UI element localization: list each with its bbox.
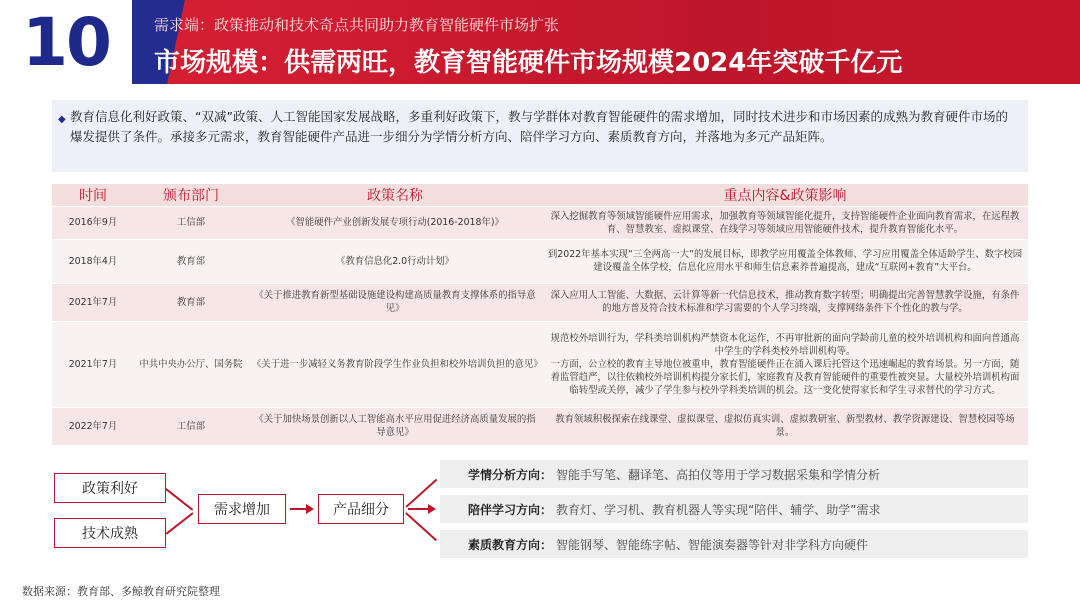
cell-time: 2022年7月 xyxy=(52,407,134,445)
table-row xyxy=(52,239,1028,283)
output-desc: 智能手写笔、翻译笔、高拍仪等用于学习数据采集和学情分析 xyxy=(556,467,881,482)
cell-dept: 教育部 xyxy=(134,239,248,283)
connector-line xyxy=(166,488,194,510)
arrow-right-icon xyxy=(408,508,434,510)
input-policy-box: 政策利好 xyxy=(54,473,166,503)
section-number: 10 xyxy=(0,0,132,84)
cell-content: 规范校外培训行为，学科类培训机构严禁资本化运作，不再审批新的面向学龄前儿童的校外培训机构和面向普通高中学生的学科类校外培训机构等。 一方面，公立校的教育主导地位被重申，教育智能硬件正在涌入课后托管这个迅速崛起的教育场景。另一方面，随着监管趋严，以往依赖校外培训机构提分家长们，家庭教育及教育智能硬件的重要性被突显。大量校外培训机构面临转型或关停，减少了学生参与校外学科类培训的机会。这一变化使得家长和学生寻求替代的学习方式。 xyxy=(542,321,1028,407)
table-header-row xyxy=(52,184,1028,206)
intro-box xyxy=(52,100,1028,172)
output-label: 陪伴学习方向： xyxy=(468,502,553,517)
demand-box: 需求增加 xyxy=(198,494,286,524)
cell-dept: 工信部 xyxy=(134,407,248,445)
cell-content: 深入应用人工智能、大数据、云计算等新一代信息技术，推动教育数字转型；明确提出完善智慧教学设施，有条件的地方普及符合技术标准和学习需要的个人学习终端，支撑网络条件下个性化的教与学。 xyxy=(542,283,1028,321)
arrow-right-icon xyxy=(290,508,312,510)
header-content: 重点内容&政策影响 xyxy=(542,184,1028,206)
data-source: 数据来源：教育部、多鲸教育研究院整理 xyxy=(22,585,220,598)
cell-time: 2021年7月 xyxy=(52,321,134,407)
table-row xyxy=(52,321,1028,407)
output-desc: 教育灯、学习机、教育机器人等实现“陪伴、辅学、助学”需求 xyxy=(556,502,881,517)
product-box: 产品细分 xyxy=(318,494,404,524)
output-quality-education xyxy=(440,530,1028,558)
cell-time: 2016年9月 xyxy=(52,206,134,239)
output-label: 素质教育方向： xyxy=(468,537,553,552)
header-time: 时间 xyxy=(52,184,134,206)
header-dept: 颁布部门 xyxy=(134,184,248,206)
cell-content: 到2022年基本实现“三全两高一大”的发展目标，即教学应用覆盖全体教师、学习应用覆盖全体适龄学生、数字校园建设覆盖全体学校，信息化应用水平和师生信息素养普遍提高，建成“互联网+教育”大平台。 xyxy=(542,239,1028,283)
section-subtitle: 需求端：政策推动和技术奇点共同助力教育智能硬件市场扩张 xyxy=(154,16,560,34)
cell-dept: 中共中央办公厅、国务院 xyxy=(134,321,248,407)
output-desc: 智能钢琴、智能练字帖、智能演奏器等针对非学科方向硬件 xyxy=(556,537,869,552)
table-row xyxy=(52,206,1028,239)
output-companion-learning xyxy=(440,495,1028,523)
cell-dept: 工信部 xyxy=(134,206,248,239)
cell-policy: 《关于推进教育新型基础设施建设构建高质量教育支撑体系的指导意见》 xyxy=(248,283,542,321)
connector-line xyxy=(166,512,194,534)
header-policy: 政策名称 xyxy=(248,184,542,206)
table-row xyxy=(52,283,1028,321)
page-title: 市场规模：供需两旺，教育智能硬件市场规模2024年突破千亿元 xyxy=(154,48,903,78)
output-learning-analysis xyxy=(440,460,1028,488)
cell-content: 深入挖掘教育等领域智能硬件应用需求，加强教育等领域智能化提升，支持智能硬件企业面向教育需求，在远程教育、智慧教室、虚拟课堂、在线学习等领域应用智能硬件技术，提升教育智能化水平。 xyxy=(542,206,1028,239)
cell-policy: 《关于进一步减轻义务教育阶段学生作业负担和校外培训负担的意见》 xyxy=(248,321,542,407)
intro-text: 教育信息化利好政策、“双减”政策、人工智能国家发展战略，多重利好政策下，教与学群体对教育智能硬件的需求增加，同时技术进步和市场因素的成熟为教育硬件市场的爆发提供了条件。承接多元需求，教育智能硬件产品进一步细分为学情分析方向、陪伴学习方向、素质教育方向，并落地为多元产品矩阵。 xyxy=(70,109,1008,144)
cell-policy: 《智能硬件产业创新发展专项行动(2016-2018年)》 xyxy=(248,206,542,239)
header xyxy=(0,0,1080,84)
connector-line xyxy=(405,512,436,541)
cell-time: 2018年4月 xyxy=(52,239,134,283)
output-label: 学情分析方向： xyxy=(468,467,553,482)
input-tech-box: 技术成熟 xyxy=(54,518,166,548)
table-row xyxy=(52,407,1028,445)
cell-policy: 《关于加快场景创新以人工智能高水平应用促进经济高质量发展的指导意见》 xyxy=(248,407,542,445)
policy-table xyxy=(52,184,1028,446)
cell-time: 2021年7月 xyxy=(52,283,134,321)
cell-content: 教育领域积极探索在线课堂、虚拟课堂、虚拟仿真实训、虚拟教研室、新型教材、教学资源建设、智慧校园等场景。 xyxy=(542,407,1028,445)
cell-dept: 教育部 xyxy=(134,283,248,321)
diamond-bullet-icon: ◆ xyxy=(58,114,66,125)
cell-policy: 《教育信息化2.0行动计划》 xyxy=(248,239,542,283)
